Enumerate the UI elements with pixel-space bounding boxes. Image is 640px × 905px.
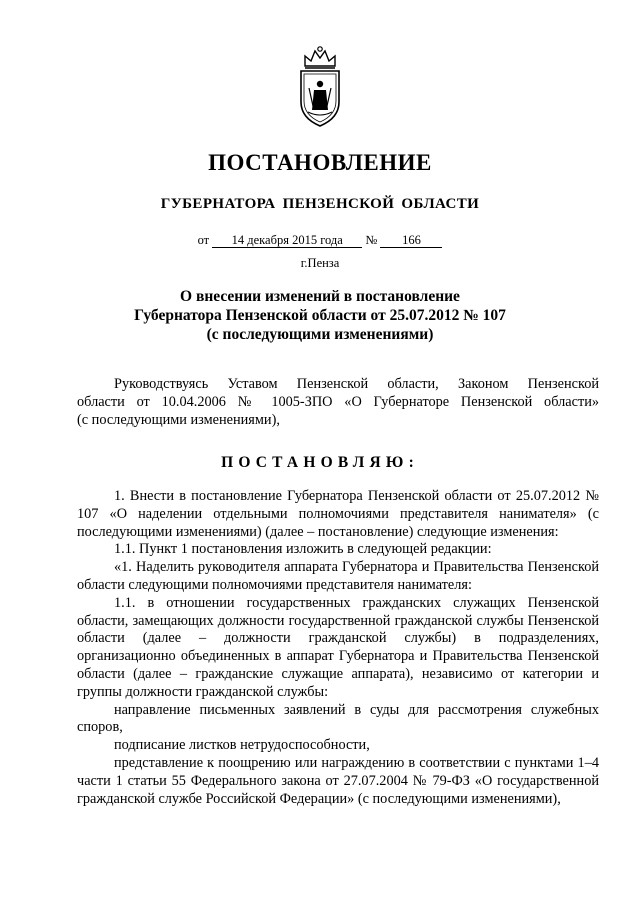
paragraph: «1. Наделить руководителя аппарата Губернатора и Правительства Пензенской области следующими полномочиями представителя нанимателя:: [77, 559, 599, 593]
preamble: [77, 376, 599, 429]
paragraph: 1. Внести в постановление Губернатора Пензенской области от 25.07.2012 № 107 «О наделении отдельными полномочиями представителя нанимателя» (с последующими изменениями) (далее – постановление) следующие изменения:: [77, 488, 599, 540]
document-date: 14 декабря 2015 года: [212, 233, 362, 248]
preamble-line-1: Руководствуясь Уставом Пензенской области, Законом Пензенской: [114, 376, 599, 392]
paragraph: направление письменных заявлений в суды для рассмотрения служебных споров,: [77, 701, 599, 736]
document-title: ПОСТАНОВЛЕНИЕ: [208, 150, 432, 175]
heading-line-2: Губернатора Пензенской области от 25.07.2012 № 107: [134, 307, 506, 324]
document-subtitle: ГУБЕРНАТОРА ПЕНЗЕНСКОЙ ОБЛАСТИ: [160, 196, 480, 212]
heading-line-3: (с последующими изменениями): [206, 326, 434, 343]
coat-of-arms-emblem: [293, 44, 347, 130]
preamble-line-3: (с последующими изменениями),: [77, 411, 280, 428]
date-prefix: от: [197, 233, 210, 247]
heading-line-1: О внесении изменений в постановление: [180, 288, 460, 305]
document-number: 166: [380, 233, 442, 248]
number-sign: №: [365, 233, 378, 247]
document-body: [77, 488, 599, 808]
paragraph: 1.1. Пункт 1 постановления изложить в следующей редакции:: [114, 541, 492, 558]
document-city: г.Пенза: [300, 256, 340, 270]
decree-word: ПОСТАНОВЛЯЮ:: [221, 454, 419, 471]
paragraph: представление к поощрению или награждению в соответствии с пунктами 1–4 части 1 статьи 55 Федерального закона от 27.07.2004 № 79-ФЗ «О государственной гражданской службе Российской Федерации» (с последующими изменениями),: [77, 754, 599, 807]
date-number-line: [0, 233, 640, 248]
paragraph: 1.1. в отношении государственных гражданских служащих Пензенской области, замещающих должности государственной гражданской службы Пензенской области (далее – должности гражданской службы) в подразделениях, организационно объединенных в аппарат Губернатора и Правительства Пензенской области (далее – гражданские служащие аппарата), независимо от категории и группы должности гражданской службы:: [77, 594, 599, 700]
document-heading: [0, 287, 640, 344]
preamble-line-2: области от 10.04.2006 № 1005-ЗПО «О Губернаторе Пензенской области»: [77, 393, 599, 410]
paragraph: подписание листков нетрудоспособности,: [114, 737, 370, 754]
